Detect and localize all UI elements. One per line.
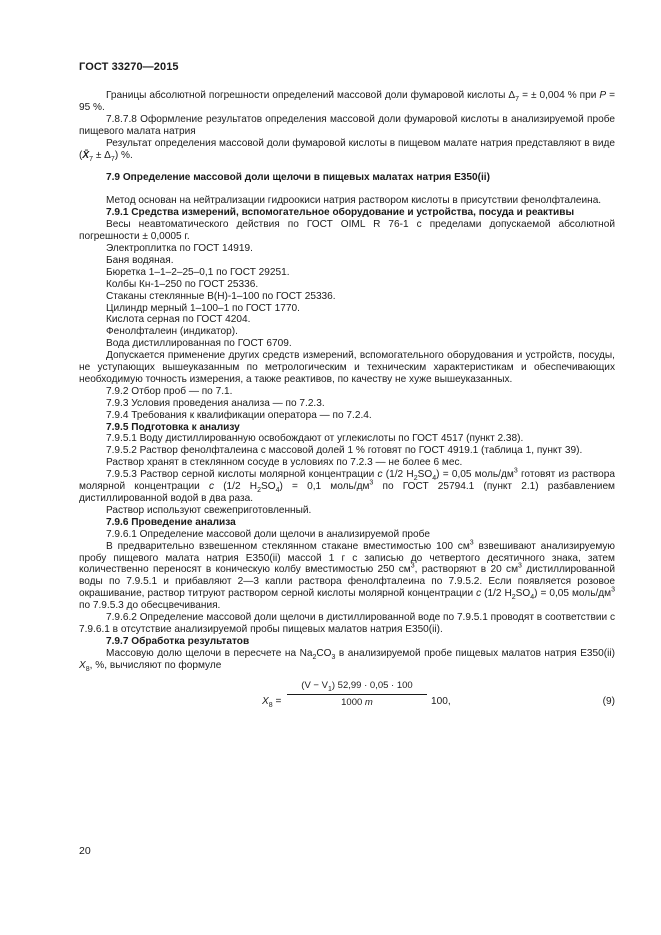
- equipment-item: Бюретка 1–1–2–25–0,1 по ГОСТ 29251.: [106, 266, 290, 278]
- equipment-item: Вода дистиллированная по ГОСТ 6709.: [106, 338, 292, 350]
- clause-7-9-5-1: 7.9.5.1 Воду дистиллированную освобождают от углекислоты по ГОСТ 4517 (пункт 2.38).: [106, 433, 524, 445]
- clause-7-9-3: 7.9.3 Условия проведения анализа — по 7.2.3.: [106, 397, 325, 409]
- equipment-item: Стаканы стеклянные В(Н)-1–100 по ГОСТ 25336.: [106, 290, 336, 302]
- clause-7-9-5-2-storage: Раствор хранят в стеклянном сосуде в условиях по 7.2.3 — не более 6 мес.: [106, 457, 463, 469]
- section-heading-7-9: 7.9 Определение массовой доли щелочи в пищевых малатах натрия Е350(ii): [106, 172, 490, 184]
- formula-numerator: $(V - V_1)$ 52,99 · 0,05 · 100: [287, 680, 427, 695]
- clause-7-9-2: 7.9.2 Отбор проб — по 7.1.: [106, 385, 233, 397]
- equipment-item: Колбы Кн-1–250 по ГОСТ 25336.: [106, 278, 259, 290]
- page-number: 20: [79, 845, 91, 857]
- clause-7-9-4: 7.9.4 Требования к квалификации оператора — по 7.2.4.: [106, 409, 372, 421]
- heading-7-9-6: 7.9.6 Проведение анализа: [106, 516, 236, 528]
- equipment-item: Цилиндр мерный 1–100–1 по ГОСТ 1770.: [106, 302, 300, 314]
- clause-7-9-5-3: 7.9.5.3 Раствор серной кислоты молярной концентрации c (1/2 $H_2SO_4) = 0,05$ моль/$дм^3$ готовят из раствора молярной концентрации c (1/2 $H_2SO_4) = 0,1$ моль/$дм^3$ по ГОСТ 25794.1 (пункт 2.1) разбавлением дистиллированной водой в два раза.: [79, 467, 615, 504]
- para-method: Метод основан на нейтрализации гидроокиси натрия раствором кислоты в присутствии фенолфталеина.: [106, 195, 602, 207]
- para-result-presentation: Результат определения массовой доли фумаровой кислоты в пищевом малате натрия представляют в виде $(X̄_7 \pm \Delta_7)$ %.: [79, 137, 615, 163]
- heading-7-9-1: 7.9.1 Средства измерений, вспомогательное оборудование и устройства, посуда и реактивы: [106, 207, 575, 219]
- equipment-item: Электроплитка по ГОСТ 14919.: [106, 242, 253, 254]
- clause-7-9-5-2: 7.9.5.2 Раствор фенолфталеина с массовой долей 1 % готовят по ГОСТ 4919.1 (таблица 1, пункт 39).: [106, 445, 583, 457]
- formula-denominator: 1000 m: [341, 696, 373, 708]
- para-permit: Допускается применение других средств измерений, вспомогательного оборудования и устройств, посуды, не уступающих вышеуказанным по метрологическим и техническим характеристикам и обеспечивающих необходимую точность измерения, а также реактивов, по качеству не хуже вышеуказанных.: [79, 350, 615, 385]
- heading-7-9-5: 7.9.5 Подготовка к анализу: [106, 421, 240, 433]
- heading-7-9-7: 7.9.7 Обработка результатов: [106, 635, 250, 647]
- page-content: [79, 90, 615, 736]
- clause-7-9-6-1-body: В предварительно взвешенном стеклянном стакане вместимостью 100 $см^3$ взвешивают анализируемую пробу пищевого малата натрия Е350(ii) массой 1 г с записью до четвертого десятичного знака, затем количественно переносят в коническую колбу вместимостью 250 $см^3$, растворяют в 20 $см^3$ дистиллированной воды по 7.9.5.1 и прибавляют 2—3 капли раствора фенолфталеина по 7.9.5.2. Если появляется розовое окрашивание, раствор титруют раствором серной кислоты молярной концентрации c (1/2 $H_2SO_4) = 0,05$ моль/$дм^3$ по 7.9.5.3 до обесцвечивания.: [79, 539, 615, 612]
- clause-7-9-6-1-title: 7.9.6.1 Определение массовой доли щелочи в анализируемой пробе: [106, 528, 430, 540]
- formula-rhs: 100,: [431, 695, 451, 707]
- formula-number: (9): [602, 695, 615, 707]
- equipment-item: Баня водяная.: [106, 254, 174, 266]
- document-header: ГОСТ 33270—2015: [79, 61, 179, 73]
- para-result-format: 7.8.7.8 Оформление результатов определения массовой доли фумаровой кислоты в анализируемой пробе пищевого малата натрия: [79, 113, 615, 137]
- clause-7-9-6-2: 7.9.6.2 Определение массовой доли щелочи в дистиллированной воде по 7.9.5.1 проводят в соответствии с 7.9.6.1 в отсутствие анализируемой пробы пищевых малатов натрия Е350(ii).: [79, 612, 615, 635]
- formula-fraction: [287, 680, 427, 709]
- formula-9: [79, 676, 615, 736]
- para-error-bounds: Границы абсолютной погрешности определений массовой доли фумаровой кислоты $\Delta_7$ = ± 0,004 % при P = 95 %.: [79, 90, 615, 113]
- equipment-item: Фенолфталеин (индикатор).: [106, 326, 238, 338]
- formula-lhs: $X_8$ =: [262, 695, 282, 709]
- para-calculation: Массовую долю щелочи в пересчете на $Na_2CO_3$ в анализируемой пробе пищевых малатов натрия Е350(ii) $X_8$, %, вычисляют по формуле: [79, 647, 615, 673]
- equipment-item: Кислота серная по ГОСТ 4204.: [106, 314, 251, 326]
- equipment-item: Весы неавтоматического действия по ГОСТ OIML R 76-1 с пределами допускаемой абсолютной погрешности ± 0,0005 г.: [79, 219, 615, 243]
- clause-7-9-5-3-fresh: Раствор используют свежеприготовленный.: [106, 504, 312, 516]
